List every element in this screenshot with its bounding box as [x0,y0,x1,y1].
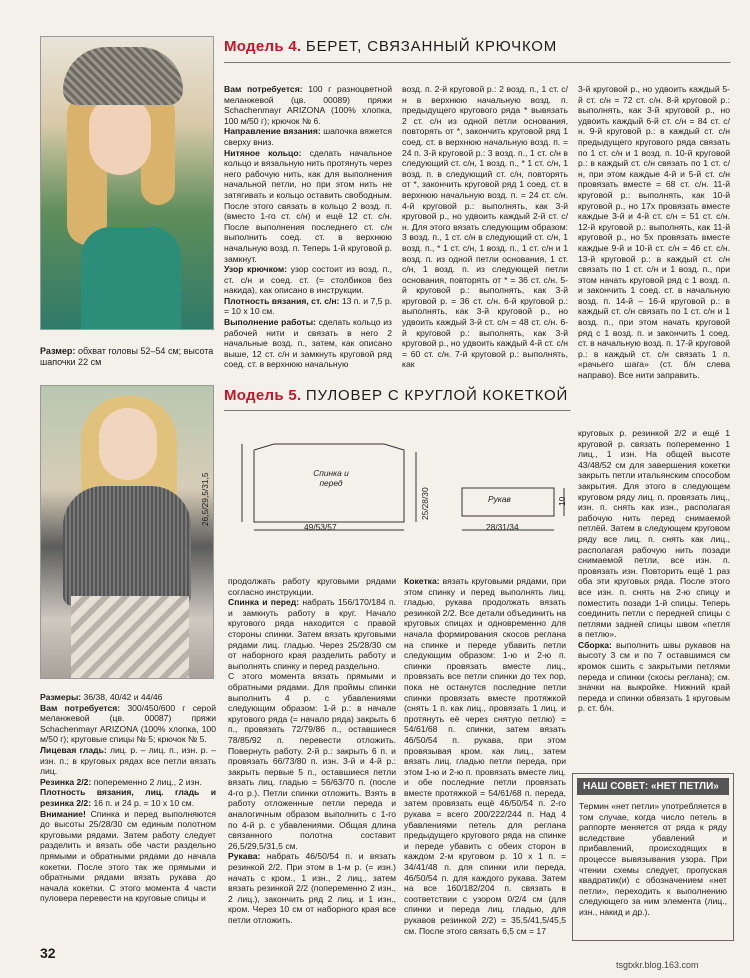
paragraph-label: Вам потребуется: [224,84,309,94]
paragraph-text: Спинка и перед выполняются до высоты 25/28/30 см единым полотном круговыми рядами. Затем работу следует разделить и вязать обе части раздельно прямыми и обратными рядами до начала кокетки. После этого так же прямыми и обратными рядами вязать рукава до начала кокетки. С этого момента 4 части пуловера перевести на круговые спицы и [40,808,216,904]
model5-title-rule [224,410,570,411]
paragraph-label: Рукава: [228,851,267,862]
paragraph-label: Направление вязания: [224,126,324,137]
paragraph [228,597,396,671]
sleeve-label: Рукав [488,494,511,504]
paragraph [224,317,392,370]
paragraph [228,576,396,597]
paragraph [228,671,396,851]
paragraph [224,84,392,126]
pullover-model-photo [40,385,214,679]
paragraph-label: Нитяное кольцо: [224,147,310,158]
paragraph [578,428,730,640]
paragraph-text: набрать 46/50/54 п. и вязать резинкой 2/2. При этом в 1-м р. (= изн.) начать с кром., 1 изн., 2 лиц., затем вязать резинкой 2/2 (попеременно 2 изн., 2 лиц.), закончить ряд 2 лиц. и 1 изн., кром. Через 10 см от наборного края все петли отложить. [228,851,396,925]
advice-title: НАШ СОВЕТ: «НЕТ ПЕТЛИ» [577,778,729,795]
model4-title-rule [224,62,730,63]
paragraph [40,787,216,808]
paragraph-text: 36/38, 40/42 и 44/46 [83,692,163,702]
model4-column-1 [224,84,392,370]
paragraph-text: 13 п. и 7,5 р. = 10 x 10 см. [224,295,392,317]
paragraph [228,851,396,925]
advice-text: Термин «нет петли» употребляется в том случае, когда число петель в раппорте меняется от ряда к ряду вследствие убавлений и прибавлений, происходящих в процессе вывязывания узора. При чтении схемы следует, пропуская квадратик(и) с обозначением «нет петли», переходить к выполнению следующего за ним элемента (лиц., изн., накид и др.). [579,801,727,917]
right-height-label: 25/28/30 [420,487,430,520]
paragraph-text: выполнить швы рукавов на высоту 3 см и по 7 оставшимся см кромок сшить с закрытыми петлями переда и спинки (скосы реглана); см. значки на выкройке. Нижний край переда и спинки обвязать 1 круговым р. ст. б/н. [578,639,730,714]
photo-beret-shape [63,47,183,105]
paragraph-text: круговых р. резинкой 2/2 и ещё 1 круговой р. связать попеременно 1 лиц., 1 изн. На общей высоте 43/48/52 см для завершения кокетки закрыть петли итальянским способом закрытия. Для этого в следующем круговом ряду лиц. п. провязать лиц., изн. п. снять как изн., располагая рабочую нить перед снимаемой петлёй. Затем в следующем круговом ряду все лиц. п. снять как лиц., располагая рабочую нить позади снимаемой петли, все изн. п. провязать изн. Повторить ещё 1 раз оба эти круговых ряда. После этого все изн. п. снять на 2-ю спицу и поместить позади 1-й спицы. Теперь соединить петли с передней спицы с петлями задней спицы швом «петля в петлю». [578,428,730,640]
paragraph-label: Лицевая гладь: [40,744,110,755]
paragraph-label: Вам потребуется: [40,702,128,713]
paragraph-label: Кокетка: [404,576,443,586]
model5-column-2 [228,576,396,926]
paragraph-text: сделать кольцо из рабочей нити и связать в него 2 начальные возд. п., затем, как описано выше, 12 ст. с/н и замкнуть круговой ряд соед. ст. в верхнюю начальную [224,317,392,370]
advice-box [572,773,734,941]
model4-title: Модель 4. БЕРЕТ, СВЯЗАННЫЙ КРЮЧКОМ [224,38,558,55]
model4-column-3: 3-й круговой р., но удвоить каждый 5-й ст. с/н = 72 ст. с/н. 8-й круговой р.: выполнять, как 3-й круговой р., но удвоить каждый 6-й ст. с/н = 84 ст. с/н. 9-й круговой р.: в каждый ст. с/н предыдущего кругового ряда связать по 1 ст. с/н и 1 возд. п. 10-й круговой р.: в каждый ст. с/н связать по 1 ст. с/н, при этом каждые 4-й и 5-й ст. с/н провязать вместе = 68 ст. с/н. 11-й круговой р.: выполнять, как 10-й круговой р., но 17х провязать вместе каждые 3-й и 4-й ст. с/н = 51 ст. с/н. 12-й круговой р.: выполнять, как 11-й круговой р., но 5х провязать вместе каждые 9-й и 10-й ст. с/н = 46 ст. с/н. 13-й круговой р.: в каждый ст. с/н связать по 1 ст. с/н и 1 возд. п., при этом начать круговой ряд с 1 возд. п. и закончить 1 соед. ст. в начальную возд. п. 14-й – 16-й круговой р.: в каждый ст. с/н связать по 1 ст. с/н и 1 возд. п., при этом начать круговой ряд с 1 возд. п. и закончить 1 соед. ст. в начальную возд. п. 17-й круговой р.: в каждый ст. с/н связать 1 п. «рачьего шага» (ст. б/н слева направо). Все нити заправить. [578,84,730,381]
paragraph [40,777,216,788]
paragraph-label: Плотность вязания, лиц. гладь и резинка 2/2: [40,787,216,808]
paragraph-text: 100 г разноцветной меланжевой (цв. 00089) пряжи Schachenmayr ARIZONA (100% хлопка, 100 м/50 г); крючок № 6. [224,84,393,126]
paragraph-text: вязать круговыми рядами, при этом спинку и перед выполнять лиц. гладью, рукава продолжать вязать резинкой 2/2. Все детали объединить на круговых спицах и одновременно для начала формирования скосов реглана на спинке и переде убавить петли следующим образом: 1-ю и 2-ю п. спинки провязать вместе лиц., провязать все петли спинки до тех пор, пока не останутся последние петли спинки провязать вместе протяжкой (снять 1 п. как лиц., провязать 1 лиц. и протянуть её через снятую петлю) = 54/61/68 п. спинки, затем вязать 46/50/54 п. рукава, при этом провязывая кром. как лиц., затем вязать лиц. гладью петли переда, при этом 1-ю и 2-ю п. провязать вместе лиц. и обе последние петли провязать вместе протяжкой = 54/61/68 п. переда, затем провязать ещё 46/50/54 п. 2-го рукава = всего 200/222/244 п. Над 4 убавлениями петель для реглана предыдущего кругового ряда на спинке и переде убавить с обеих сторон в каждом 2-м круговом р. 10 x 1 п. = 34/41/48 п. для спинки или переда, 46/50/54 п. для каждого рукава. Затем на все 160/182/204 п. связать в соответствии с узором 0/2/4 см (для спинки и переда лиц. гладью, для рукавов резинкой 2/2) = 35,5/41,5/45,5 см. После этого связать 6,5 см = 17 [404,576,566,936]
paragraph-text: набрать 156/170/184 п. и замкнуть работу в круг. Начало кругового ряда находится с правой стороны спинки. Затем вязать круговыми рядами лиц. гладью. Через 25/28/30 см от наборного края разделить работу и выполнять спинку и перед раздельно. [228,597,396,671]
photo-skirt-shape [71,596,189,678]
sleeve-height-label: 10 [557,496,567,506]
paragraph-text: 16 п. и 24 р. = 10 x 10 см. [93,797,195,808]
paragraph [578,640,730,714]
left-height-label: 26,5/29,5/31,5 [200,472,210,526]
model4-column-2: возд. п. 2-й круговой р.: 2 возд. п., 1 ст. с/н в верхнюю начальную возд. п. предыдущего кругового ряда * вывязать 2 ст. с/н из одной петли основания, повторять от *, закончить круговой ряд 1 соед. ст. в верхнюю начальную возд. п. = 24 п. 3-й круговой р.: 3 возд. п., 1 ст. с/н в следующий ст. с/н, 1 возд. п., * 1 ст. с/н, 1 возд. п. в следующий ст. с/н, повторять от *, закончить круговой ряд 1 соед. ст. в верхнюю начальную возд. п. = 24 ст. с/н. 4-й круговой р.: выполнять, как 3-й круговой р., но удвоить каждый 2-й ст. с/н. Для этого вязать следующим образом: 3 возд. п., 1 ст. с/н в следующий ст. с/н, 1 возд. п., * 1 ст. с/н, 1 возд. п., 1 ст. с/н и 1 возд. п. из одной петли основания, 1 ст. с/н, 1 возд. п. из следующей петли основания, повторять от * = 36 ст. с/н. 5-й круговой р.: выполнять, как 3-й круговой р. = 36 ст. с/н. 6-й круговой р.: выполнять, как 3-й круговой р., но удвоить каждый 3-й ст. с/н = 48 ст. с/н. 6-й круговой р.: выполнять, как 3-й круговой р., но удвоить каждый 4-й ст. с/н = 60 ст. с/н. 7-й круговой р.: выполнять, как [402,84,568,370]
paragraph-text: сделать начальное кольцо и вязальную нить протянуть через него рабочую нить, как для выполнения начальной петли, но при этом нить не затягивать и кольцо оставить свободным. После этого связать в кольцо 2 возд. п. (вместо 1-го ст. с/н) и ещё 12 ст. с/н. После выполнения последнего ст. с/н выполнить соед. ст. в верхнюю начальную возд. п. Теперь 1-й круговой р. замкнут. [224,147,392,264]
paragraph-label: Внимание! [40,808,91,819]
model5-column-1 [40,692,216,904]
width-label: 49/53/57 [304,522,337,532]
paragraph [224,126,392,147]
photo-face-shape [89,97,151,175]
paragraph [404,576,566,936]
paragraph [40,745,216,777]
paragraph-text: продолжать работу круговыми рядами согласно инструкции. [228,576,396,597]
paragraph-label: Резинка 2/2: [40,776,94,787]
page-number: 32 [40,945,56,961]
paragraph-text: С этого момента вязать прямыми и обратными рядами. Для проймы спинки выполнить 4 р. с убавлениями следующим образом: 1-й р.: в начале кругового ряда (= начало ряда) закрыть 6 п., провязать 72/79/86 п., оставшиеся 78/85/92 п. перевести отложить. Повернуть работу. 2-й р.: закрыть 6 п. и провязать 66/73/80 п. изн. 3-й и 4-й р.: закрыть первые 5 п., оставшиеся петли вязать лиц. гладью = 56/63/70 п. (после 4-го р.). Петли спинки отложить. Взять в работу отложенные петли переда и аналогичным образом выполнить с 1-го по 4-й р. с убавлениями. Общая длина связанного полотна составит 26,5/29,5/31,5 см. [228,671,396,851]
beret-size-caption: Размер: обхват головы 52–54 см; высота шапочки 22 см [40,346,214,367]
beret-model-photo [40,36,214,330]
sleeve-width-label: 28/31/34 [486,522,519,532]
paragraph [224,148,392,265]
model5-title: Модель 5. ПУЛОВЕР С КРУГЛОЙ КОКЕТКОЙ [224,387,569,404]
watermark: tsgtxkr.blog.163.com [616,960,699,970]
paragraph [224,264,392,296]
paragraph [40,703,216,745]
paragraph-label: Плотность вязания, ст. с/н: [224,295,342,306]
paragraph [40,692,216,703]
photo-face-shape [99,408,157,480]
paragraph-label: Выполнение работы: [224,317,319,328]
model5-column-4 [578,428,730,714]
paragraph-text: 300/450/600 г серой меланжевой (цв. 00087) пряжи Schachenmayr ARIZONA (100% хлопка, 100 м/50 г); круговые спицы № 5; крючок № 5. [40,702,217,745]
paragraph [40,809,216,904]
paragraph-text: узор состоит из возд. п., ст. с/н и соед. ст. (= столбиков без накида), как описано в инструкции. [224,264,392,296]
paragraph-label: Сборка: [578,639,616,650]
paragraph-label: Спинка и перед: [228,597,303,608]
model5-column-3 [404,576,566,936]
paragraph-text: попеременно 2 лиц., 2 изн. [93,776,202,787]
body-label: Спинка и перед [313,468,349,488]
photo-top-shape [81,227,181,330]
paragraph-label: Узор крючком: [224,264,291,275]
paragraph-text: лиц. р. – лиц. п., изн. р. – изн. п.; в круговых рядах все петли вязать лиц. [40,744,216,777]
paragraph-label: Размеры: [40,692,84,702]
paragraph-text: шапочка вяжется сверху вниз. [224,126,392,147]
photo-pullover-shape [63,486,191,606]
paragraph [224,296,392,317]
